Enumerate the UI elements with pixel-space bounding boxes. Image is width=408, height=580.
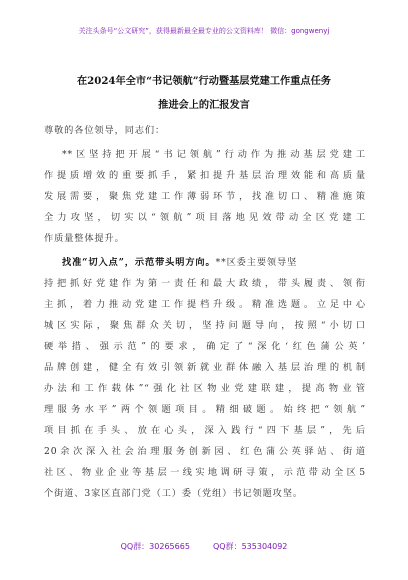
para2-first-line-rest: **区委主要领导坚	[215, 257, 298, 268]
section-heading: 找准“切入点”，示范带头明方向。	[62, 257, 216, 268]
document-title-line-2: 推进会上的汇报发言	[158, 99, 250, 111]
para2-line: 20余次深入社会治理服务创新园、红色蒲公英驿站、街道	[44, 446, 366, 457]
para1-line: 作质量整体提升。	[44, 233, 125, 244]
para2-line: 城区实际，聚焦群众关切，坚持问题导向，按照“小切口	[44, 320, 366, 331]
footer-qq-group-2: QQ群：535304092	[213, 542, 288, 551]
footer-qq-group-1: QQ群：30265665	[120, 542, 190, 551]
para2-line: 硬举措、强示范”的要求，确定了“深化‘红色蒲公英’	[44, 341, 366, 352]
para2-line: 社区、物业企业等基层一线实地调研寻策，示范带动全区5	[44, 467, 366, 478]
top-banner: 关注头条号“公文研究”，获得最新最全最专业的公文资料库！ 微信：gongwenyj	[78, 27, 330, 35]
para2-line: 办法和工作载体”“强化社区物业党建联建，提高物业管	[44, 383, 366, 394]
para1-line: **区坚持把开展“书记领航”行动作为推动基层党建工	[62, 149, 366, 160]
salutation: 尊敬的各位领导，同志们：	[44, 125, 166, 136]
para2-first-line	[62, 257, 366, 268]
document-title-line-1: 在2024年全市“书记领航”行动暨基层党建工作重点任务	[76, 75, 331, 87]
para2-line: 个街道、3家区直部门党（工）委（党组）书记领题攻坚。	[44, 488, 303, 499]
para1-line: 全力攻坚，切实以“领航”项目落地见效带动全区党建工	[44, 212, 366, 223]
para2-line: 理服务水平”两个领题项目。精细破题。始终把“领航”	[44, 404, 366, 415]
para2-line: 持把抓好党建作为第一责任和最大政绩，带头履责、领衔	[44, 278, 366, 289]
para2-line: 主抓，着力推动党建工作提档升级。精准选题。立足中心	[44, 299, 366, 310]
para2-line: 项目抓在手头、放在心头，深入践行“四下基层”，先后	[44, 425, 366, 436]
para1-line: 作提质增效的重要抓手，紧扣提升基层治理效能和高质量	[44, 170, 366, 181]
para2-line: 品牌创建，健全有效引领新就业群体融入基层治理的机制	[44, 362, 366, 373]
footer	[0, 541, 408, 552]
para1-line: 发展需要，聚焦党建工作薄弱环节，找准切口、精准施策	[44, 191, 366, 202]
